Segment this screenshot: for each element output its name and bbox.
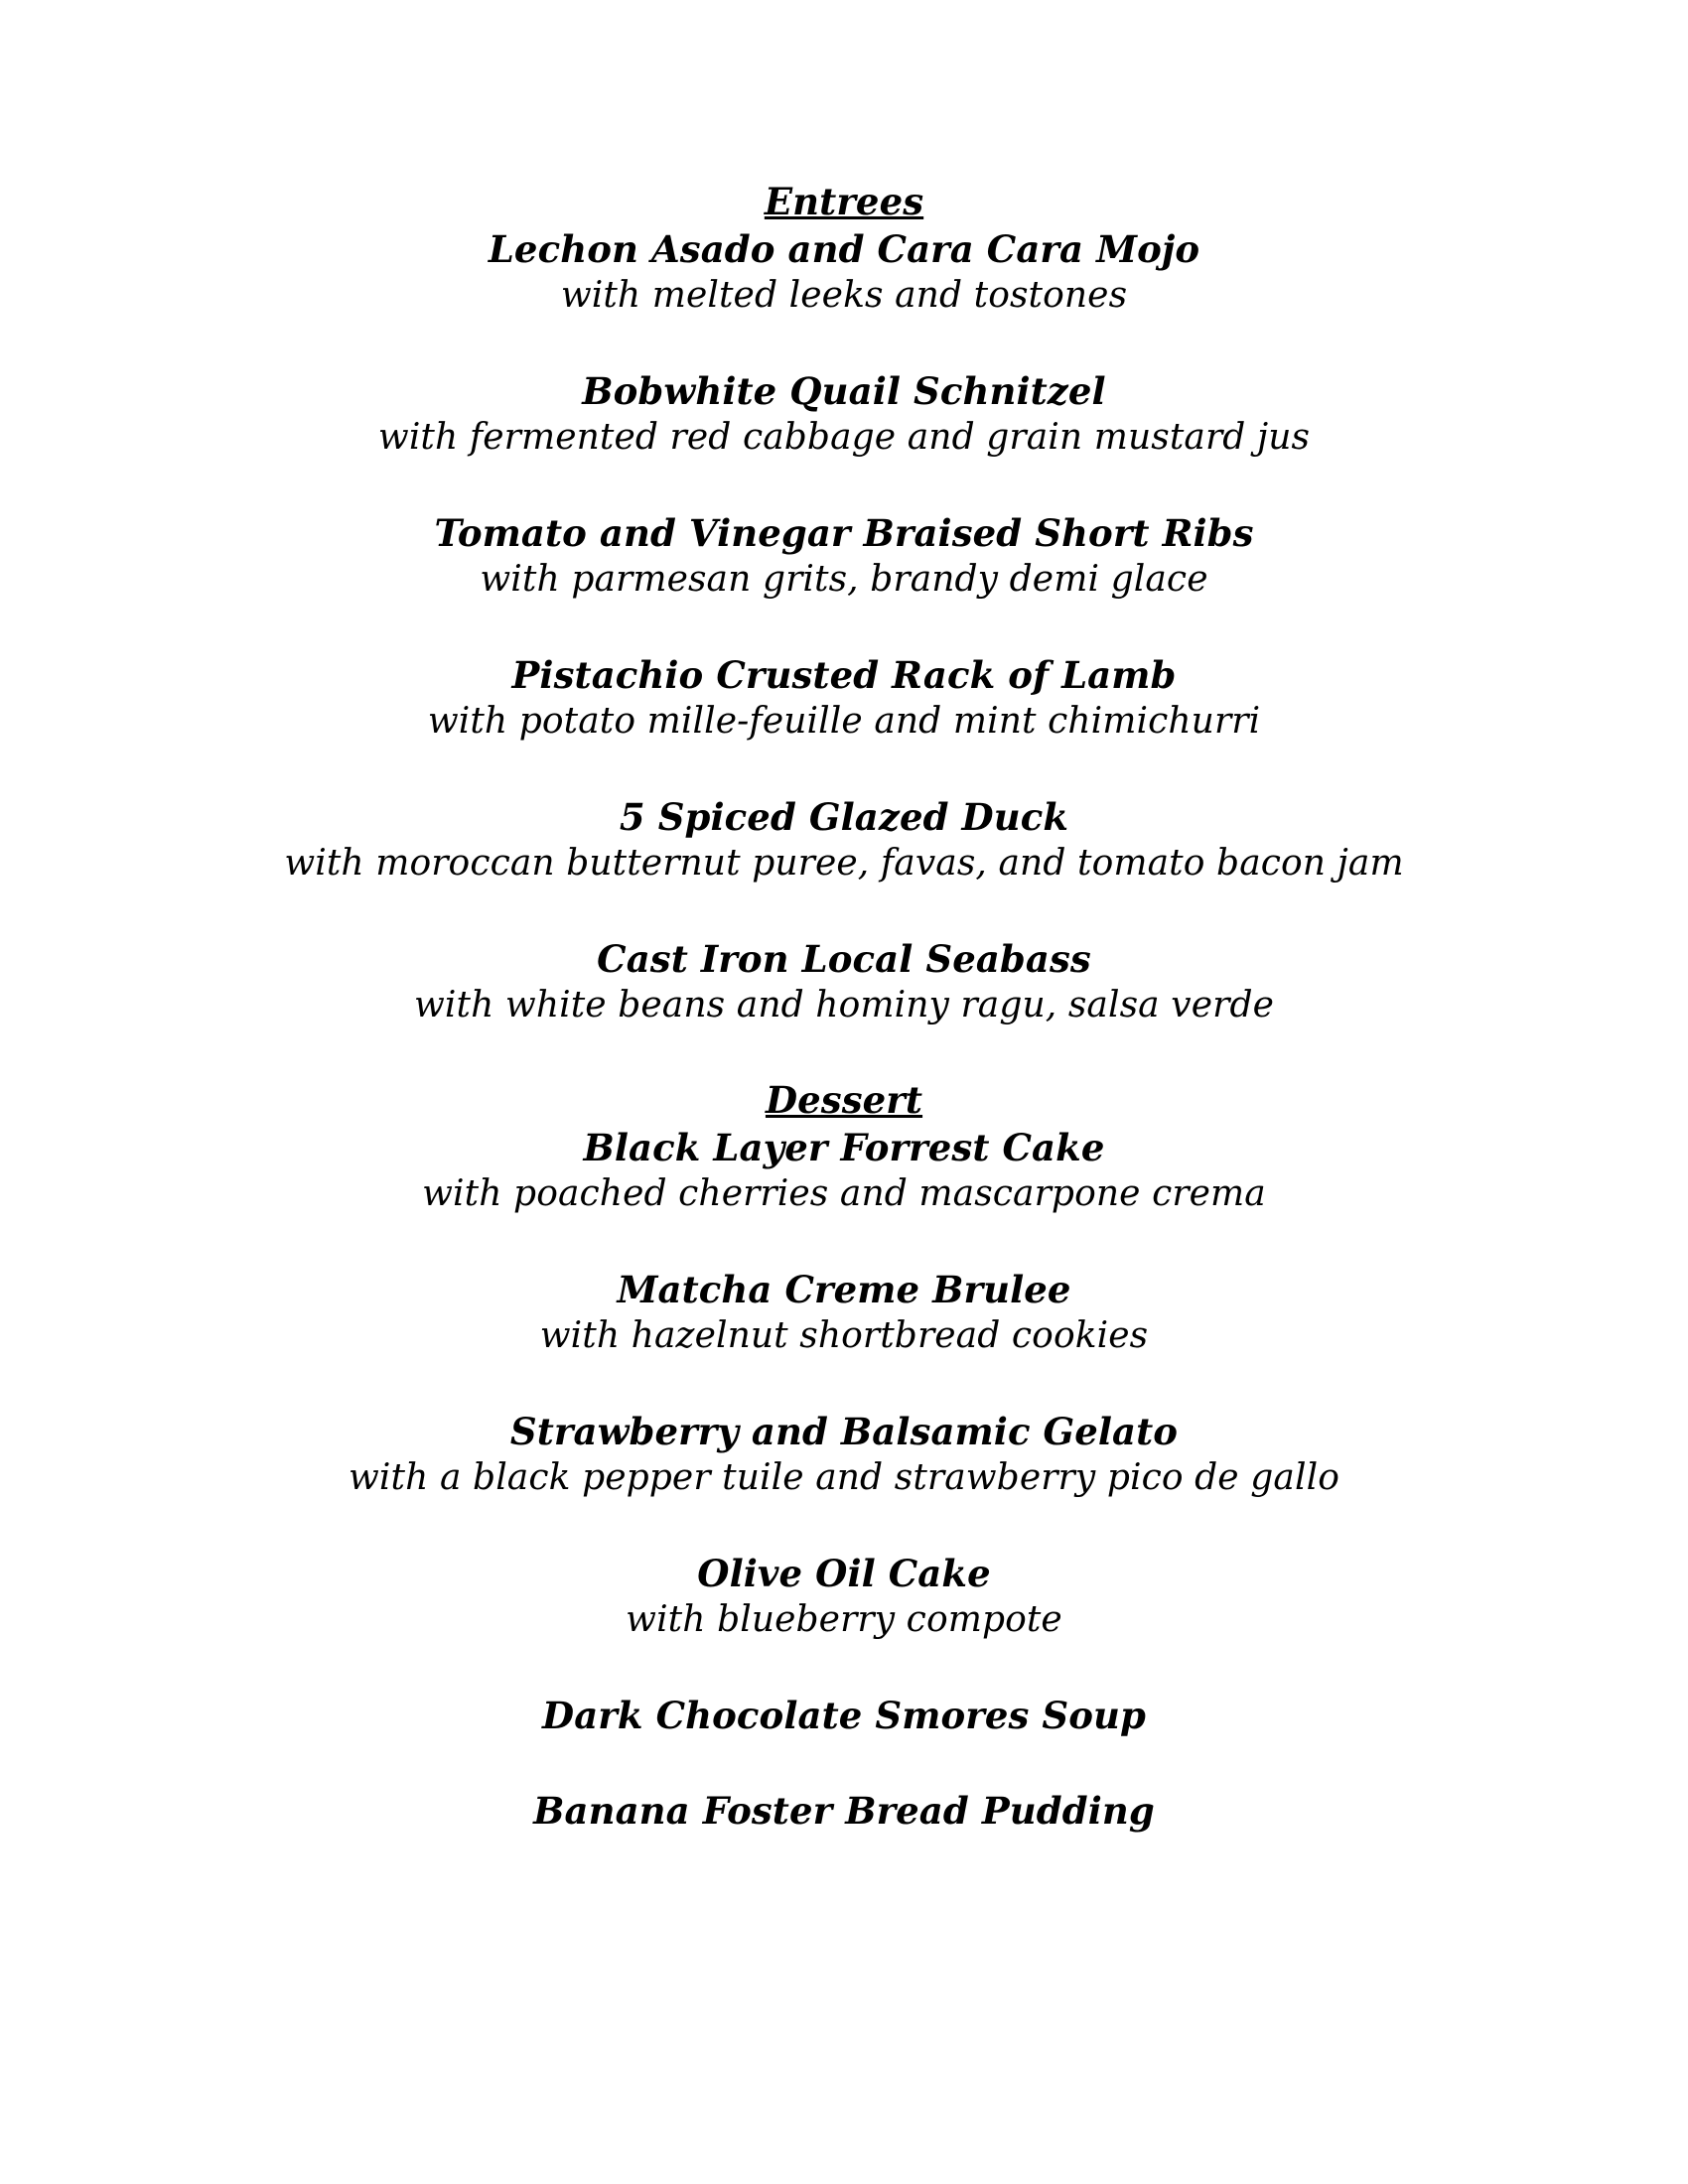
- menu-item-name: Black Layer Forrest Cake: [583, 1126, 1105, 1170]
- spacer: [149, 1029, 1539, 1077]
- menu-item-name: Lechon Asado and Cara Cara Mojo: [488, 227, 1200, 272]
- spacer: [149, 1360, 1539, 1408]
- menu-item-name: Pistachio Crusted Rack of Lamb: [511, 653, 1177, 698]
- spacer: [149, 887, 1539, 935]
- menu-item: [149, 1787, 1539, 1835]
- menu-item-name: 5 Spiced Glazed Duck: [619, 794, 1069, 839]
- menu-item-description: with white beans and hominy ragu, salsa verde: [413, 984, 1274, 1025]
- spacer: [149, 462, 1539, 509]
- menu-item-name: Banana Foster Bread Pudding: [533, 1788, 1155, 1833]
- menu-item-description: with poached cherries and mascarpone crema: [422, 1173, 1266, 1215]
- menu-item-description: with blueberry compote: [626, 1598, 1062, 1640]
- menu-item-name: Matcha Creme Brulee: [617, 1267, 1071, 1311]
- menu-item-description: with moroccan butternut puree, favas, and tomato bacon jam: [284, 843, 1404, 885]
- menu-item-description: with a black pepper tuile and strawberry pico de gallo: [349, 1456, 1339, 1498]
- menu-item: [149, 793, 1539, 887]
- spacer: [149, 320, 1539, 367]
- spacer: [149, 1218, 1539, 1266]
- menu-item-description: with parmesan grits, brandy demi glace: [480, 559, 1208, 601]
- menu-item: [149, 509, 1539, 604]
- spacer: [149, 1739, 1539, 1787]
- menu-item: [149, 935, 1539, 1029]
- menu-item-name: Tomato and Vinegar Braised Short Ribs: [434, 511, 1254, 556]
- menu-item: [149, 1266, 1539, 1360]
- menu-item-name: Bobwhite Quail Schnitzel: [582, 369, 1106, 414]
- menu-item: [149, 367, 1539, 462]
- spacer: [149, 1502, 1539, 1550]
- menu-item: [149, 1692, 1539, 1739]
- menu-item: [149, 1550, 1539, 1644]
- menu-item-description: with fermented red cabbage and grain mustard jus: [377, 417, 1311, 459]
- menu-item-description: with hazelnut shortbread cookies: [539, 1315, 1149, 1357]
- menu-item: [149, 225, 1539, 320]
- menu-item: [149, 1408, 1539, 1502]
- section-heading-entrees: Entrees: [764, 180, 924, 223]
- menu-content: [149, 179, 1539, 1835]
- menu-item-description: with potato mille-feuille and mint chimichurri: [427, 701, 1261, 743]
- menu-item: [149, 1124, 1539, 1218]
- spacer: [149, 604, 1539, 651]
- spacer: [149, 746, 1539, 793]
- menu-item-description: with melted leeks and tostones: [560, 275, 1128, 317]
- menu-item: [149, 651, 1539, 746]
- spacer: [149, 1644, 1539, 1692]
- section-heading-dessert: Dessert: [765, 1077, 923, 1122]
- menu-item-name: Cast Iron Local Seabass: [597, 936, 1091, 981]
- menu-item-name: Olive Oil Cake: [697, 1551, 991, 1595]
- menu-item-name: Strawberry and Balsamic Gelato: [509, 1409, 1179, 1453]
- menu-item-name: Dark Chocolate Smores Soup: [542, 1693, 1146, 1737]
